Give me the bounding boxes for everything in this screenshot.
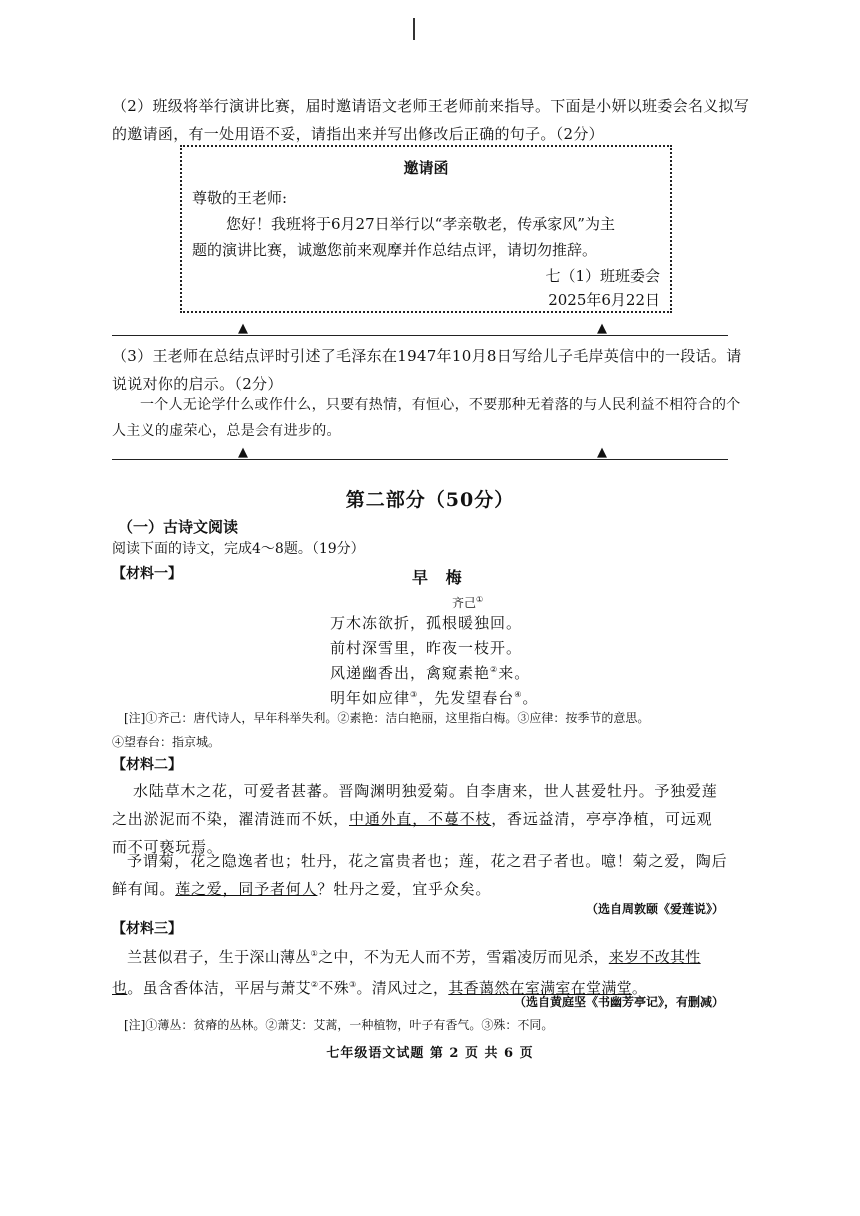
invitation-title: 邀请函 <box>403 159 449 177</box>
material-2-source: （选自周敦颐《爱莲说》） <box>585 902 724 916</box>
underlined-phrase: 莲之爱，同予者何人 <box>175 880 318 898</box>
question-2-prompt: （2）班级将举行演讲比赛，届时邀请语文老师王老师前来指导。下面是小妍以班委会名义拟写的邀请函，有一处用语不妥，请指出来并写出修改后正确的句子。（2分） <box>112 97 750 143</box>
answer-line[interactable] <box>112 459 728 460</box>
ailian-paragraph-1: 水陆草木之花，可爱者甚蕃。晋陶渊明独爱菊。自李唐来，世人甚爱牡丹。予独爱莲之出淤泥而不染，濯清涟而不妖，中通外直，不蔓不枝，香远益清，亭亭净植，可远观而不可亵玩焉。 <box>112 782 718 856</box>
poem-author: 齐己① <box>452 595 484 610</box>
page-footer: 七年级语文试题 第 2 页 共 6 页 <box>326 1046 534 1061</box>
material-1-label: 【材料一】 <box>112 566 182 582</box>
invitation-salutation: 尊敬的王老师: <box>192 189 288 207</box>
question-3-prompt: （3）王老师在总结点评时引述了毛泽东在1947年10月8日写给儿子毛岸英信中的一段话。请说说对你的启示。（2分） <box>112 347 742 393</box>
poem-title: 早 梅 <box>412 568 468 587</box>
section-classical-reading: （一）古诗文阅读 <box>118 518 239 536</box>
invitation-body-line-2: 题的演讲比赛，诚邀您前来观摩并作总结点评，请切勿推辞。 <box>192 241 598 259</box>
poem-line: 前村深雪里，昨夜一枝开。 <box>330 639 523 657</box>
poem-note-line-1: [注]①齐己：唐代诗人，早年科举失利。②素艳：洁白艳丽，这里指白梅。③应律：按季节的意思。 <box>124 711 650 725</box>
poem-note-line-2: ④望春台：指京城。 <box>112 735 221 749</box>
invitation-letter-box <box>180 145 672 313</box>
poem-line: 风递幽香出，禽窥素艳②来。 <box>330 664 531 682</box>
underlined-phrase: 来岁不改其性也 <box>112 948 701 997</box>
youfang-paragraph: 兰甚似君子，生于深山薄丛①之中，不为无人而不芳，雪霜凌厉而见杀，来岁不改其性也。虽含香体洁，平居与萧艾②不殊③。清风过之，其香蔼然在室满室在堂满堂。 <box>112 948 701 997</box>
invitation-body-line-1: 您好！我班将于6月27日举行以“孝亲敬老，传承家风”为主 <box>226 215 615 233</box>
part-2-title: 第二部分（50分） <box>345 489 515 511</box>
answer-marker: ▲ <box>597 445 607 460</box>
poem-line: 万木冻欲折，孤根暖独回。 <box>330 614 523 632</box>
invitation-signature: 七（1）班班委会 <box>545 267 660 285</box>
invitation-date: 2025年6月22日 <box>548 291 660 309</box>
poem-line: 明年如应律③，先发望春台④。 <box>330 689 539 707</box>
answer-marker: ▲ <box>238 321 248 336</box>
answer-marker: ▲ <box>238 445 248 460</box>
reading-instruction: 阅读下面的诗文，完成4～8题。（19分） <box>112 541 365 557</box>
answer-marker: ▲ <box>597 321 607 336</box>
material-3-source: （选自黄庭坚《书幽芳亭记》，有删减） <box>513 995 724 1009</box>
material-3-label: 【材料三】 <box>112 921 182 937</box>
material-2-label: 【材料二】 <box>112 757 182 773</box>
underlined-phrase: 其香蔼然在室满室在堂满堂 <box>448 979 632 997</box>
material-3-note: [注]①薄丛：贫瘠的丛林。②萧艾：艾蒿，一种植物，叶子有香气。③殊：不同。 <box>124 1018 554 1032</box>
page-edge-mark <box>413 18 415 40</box>
mao-quote: 一个人无论学什么或作什么，只要有热情，有恒心，不要那种无着落的与人民利益不相符合的个人主义的虚荣心，总是会有进步的。 <box>112 397 741 439</box>
answer-line[interactable] <box>112 335 728 336</box>
ailian-paragraph-2: 予谓菊，花之隐逸者也；牡丹，花之富贵者也；莲，花之君子者也。噫！菊之爱，陶后鲜有闻。莲之爱，同予者何人？牡丹之爱，宜乎众矣。 <box>112 852 728 898</box>
underlined-phrase: 中通外直，不蔓不枝 <box>349 810 492 828</box>
